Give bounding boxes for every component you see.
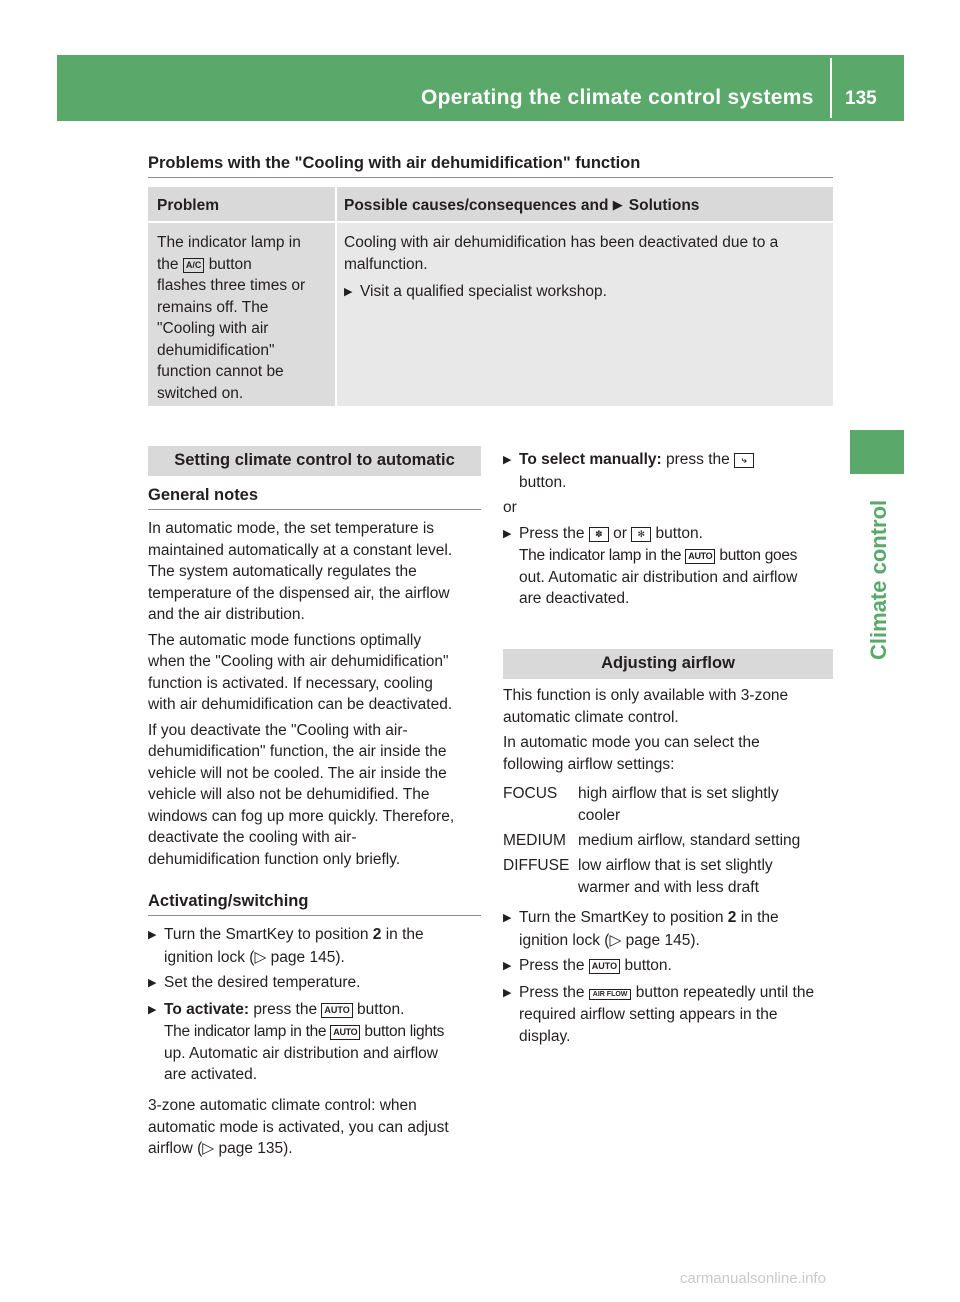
step-text: Visit a qualified specialist workshop.: [360, 283, 607, 300]
ac-button-icon: A/C: [183, 258, 205, 273]
text-line: windows can fog up more quickly. Therefore,: [148, 807, 455, 825]
table-title: Problems with the "Cooling with air dehumidification" function: [148, 154, 641, 172]
cell-line: Cooling with air dehumidification has been deactivated due to a: [344, 234, 779, 251]
footer-watermark: carmanualsonline.info: [680, 1270, 826, 1287]
step-text: 2: [727, 909, 737, 926]
step-text: display.: [519, 1027, 571, 1045]
setting-desc: [578, 830, 833, 852]
text-line: dehumidification function only briefly.: [148, 850, 401, 868]
step: [148, 999, 488, 1022]
section-header: [503, 649, 833, 679]
cell-text: button: [208, 255, 252, 273]
text-line: The system automatically regulates the: [148, 563, 417, 580]
step-text: in the: [385, 926, 424, 943]
step-text: [503, 545, 838, 567]
step-text: are deactivated.: [519, 590, 630, 607]
step-text: up. Automatic air distribution and airflow: [164, 1044, 438, 1062]
airflow-direction-icon: ⤷: [734, 453, 754, 468]
step-text: button lights: [364, 1023, 445, 1040]
arrow-icon: ▶: [503, 454, 512, 466]
step-text: ignition lock (▷ page 145).: [164, 948, 345, 966]
cell-line: switched on.: [157, 384, 244, 402]
text-line: In automatic mode, the set temperature is: [148, 520, 435, 537]
auto-button-icon: AUTO: [321, 1003, 352, 1018]
step: [148, 924, 488, 947]
step-text: Press the: [519, 524, 585, 542]
step-text: required airflow setting appears in the: [519, 1006, 778, 1023]
step-text: ignition lock (▷ page 145).: [519, 931, 700, 949]
section-title: Setting climate control to automatic: [174, 451, 455, 469]
problem-cell: [157, 232, 332, 404]
text-line: dehumidification" function, the air inside the: [148, 743, 447, 760]
header-divider: [830, 58, 832, 118]
setting-term: MEDIUM: [503, 832, 566, 849]
step-text: button repeatedly until the: [635, 983, 815, 1001]
step-text: The indicator lamp in the: [164, 1023, 327, 1040]
auto-button-icon: AUTO: [589, 959, 620, 974]
cell-line: [157, 254, 332, 276]
column-header-text: Solutions: [628, 197, 700, 214]
text-line: temperature of the dispensed air, the airflow: [148, 584, 450, 602]
step-text: button.: [519, 473, 567, 491]
paragraph: [148, 518, 488, 870]
setting-term: FOCUS: [503, 785, 558, 802]
step-text: or: [503, 499, 517, 516]
step: [503, 982, 838, 1005]
step-text: button.: [357, 1000, 405, 1018]
paragraph: [503, 685, 838, 775]
step-text: or: [613, 524, 627, 542]
section-title: Adjusting airflow: [601, 654, 735, 672]
step: [503, 955, 838, 978]
step-text: The indicator lamp in the: [519, 547, 682, 564]
arrow-icon: ▶: [148, 929, 157, 941]
text-line: automatic mode is activated, you can adjust: [148, 1118, 449, 1136]
step-text: Press the: [519, 957, 585, 974]
cell-line: remains off. The: [157, 298, 269, 316]
text-line: vehicle will not be cooled. The air inside the: [148, 764, 447, 782]
divider: [148, 509, 481, 510]
arrow-icon: ▶: [612, 197, 623, 212]
cell-line: function cannot be: [157, 363, 284, 380]
cell-line: "Cooling with air: [157, 320, 269, 337]
cell-line: flashes three times or: [157, 277, 306, 294]
page-title: Operating the climate control systems: [421, 86, 814, 109]
cell-line: The indicator lamp in: [157, 234, 301, 251]
text-line: maintained automatically at a constant level.: [148, 541, 453, 559]
solution-step: [344, 281, 829, 304]
step-text: button.: [624, 957, 672, 974]
text-line: low airflow that is set slightly: [578, 857, 773, 874]
text-line: The automatic mode functions optimally: [148, 631, 422, 649]
arrow-icon: ▶: [344, 286, 353, 298]
step-list: [148, 924, 488, 1086]
step: [503, 449, 838, 472]
divider: [148, 177, 833, 178]
cell-text: the: [157, 255, 179, 273]
step-text: Turn the SmartKey to position: [164, 926, 369, 943]
text-line: when the "Cooling with air dehumidification": [148, 653, 449, 670]
text-line: with air dehumidification can be deactivated.: [148, 696, 453, 713]
subsection-title: General notes: [148, 486, 259, 504]
column-header-solutions: [344, 197, 699, 215]
airflow-button-icon: AIR FLOW: [589, 989, 632, 1000]
text-line: automatic climate control.: [503, 708, 679, 726]
paragraph: [148, 1095, 488, 1160]
side-tab-block: [850, 430, 904, 474]
step-text: Turn the SmartKey to position: [519, 909, 724, 926]
solution-cell: [344, 232, 829, 304]
step-text: out. Automatic air distribution and airflow: [519, 568, 798, 586]
text-line: vehicle will also not be dehumidified. The: [148, 786, 430, 803]
step: [503, 907, 838, 930]
text-line: medium airflow, standard setting: [578, 832, 801, 849]
text-line: function is activated. If necessary, cooling: [148, 674, 433, 692]
step-list: [503, 907, 838, 1047]
fan-down-icon: ✻: [631, 527, 651, 542]
step-text: press the: [666, 451, 730, 468]
text-line: and the air distribution.: [148, 606, 305, 623]
cell-line: malfunction.: [344, 255, 428, 273]
arrow-icon: ▶: [503, 960, 512, 972]
page-number: 135: [845, 88, 877, 109]
divider: [148, 915, 481, 916]
column-header-text: Possible causes/consequences and: [344, 197, 609, 214]
text-line: airflow (▷ page 135).: [148, 1140, 293, 1157]
auto-button-icon: AUTO: [685, 549, 715, 564]
arrow-icon: ▶: [503, 912, 512, 924]
side-tab-label: Climate control: [866, 499, 891, 660]
step-text: 2: [372, 926, 382, 943]
text-line: This function is only available with 3-zone: [503, 687, 789, 704]
fan-up-icon: ✽: [589, 527, 609, 542]
text-line: 3-zone automatic climate control: when: [148, 1097, 417, 1114]
text-line: following airflow settings:: [503, 755, 675, 773]
step-list: [503, 449, 838, 610]
text-line: If you deactivate the "Cooling with air-: [148, 721, 408, 739]
step-text: Press the: [519, 983, 585, 1001]
step-text: press the: [253, 1000, 318, 1018]
step-text: are activated.: [164, 1066, 258, 1083]
arrow-icon: ▶: [148, 1003, 157, 1016]
arrow-icon: ▶: [148, 977, 157, 989]
arrow-icon: ▶: [503, 986, 512, 999]
setting-term: DIFFUSE: [503, 857, 570, 874]
step-text: button.: [655, 524, 703, 542]
step-text: [148, 1021, 488, 1043]
step-label: To select manually:: [519, 451, 662, 468]
subsection-title: Activating/switching: [148, 892, 309, 910]
text-line: cooler: [578, 806, 621, 824]
cell-line: dehumidification": [157, 341, 275, 359]
auto-button-icon: AUTO: [330, 1025, 360, 1040]
step: [148, 972, 488, 995]
text-line: high airflow that is set slightly: [578, 785, 779, 802]
text-line: In automatic mode you can select the: [503, 734, 760, 751]
setting-desc: [578, 783, 833, 826]
step-text: in the: [740, 909, 779, 926]
arrow-icon: ▶: [503, 527, 512, 540]
setting-desc: [578, 855, 833, 898]
step-label: To activate:: [164, 1000, 249, 1018]
text-line: warmer and with less draft: [578, 878, 759, 896]
step: [503, 523, 838, 546]
step-text: Set the desired temperature.: [164, 974, 361, 991]
step-text: button goes: [719, 547, 798, 564]
text-line: deactivate the cooling with air-: [148, 829, 357, 846]
column-header-problem: Problem: [157, 197, 220, 214]
section-header: [148, 446, 481, 476]
